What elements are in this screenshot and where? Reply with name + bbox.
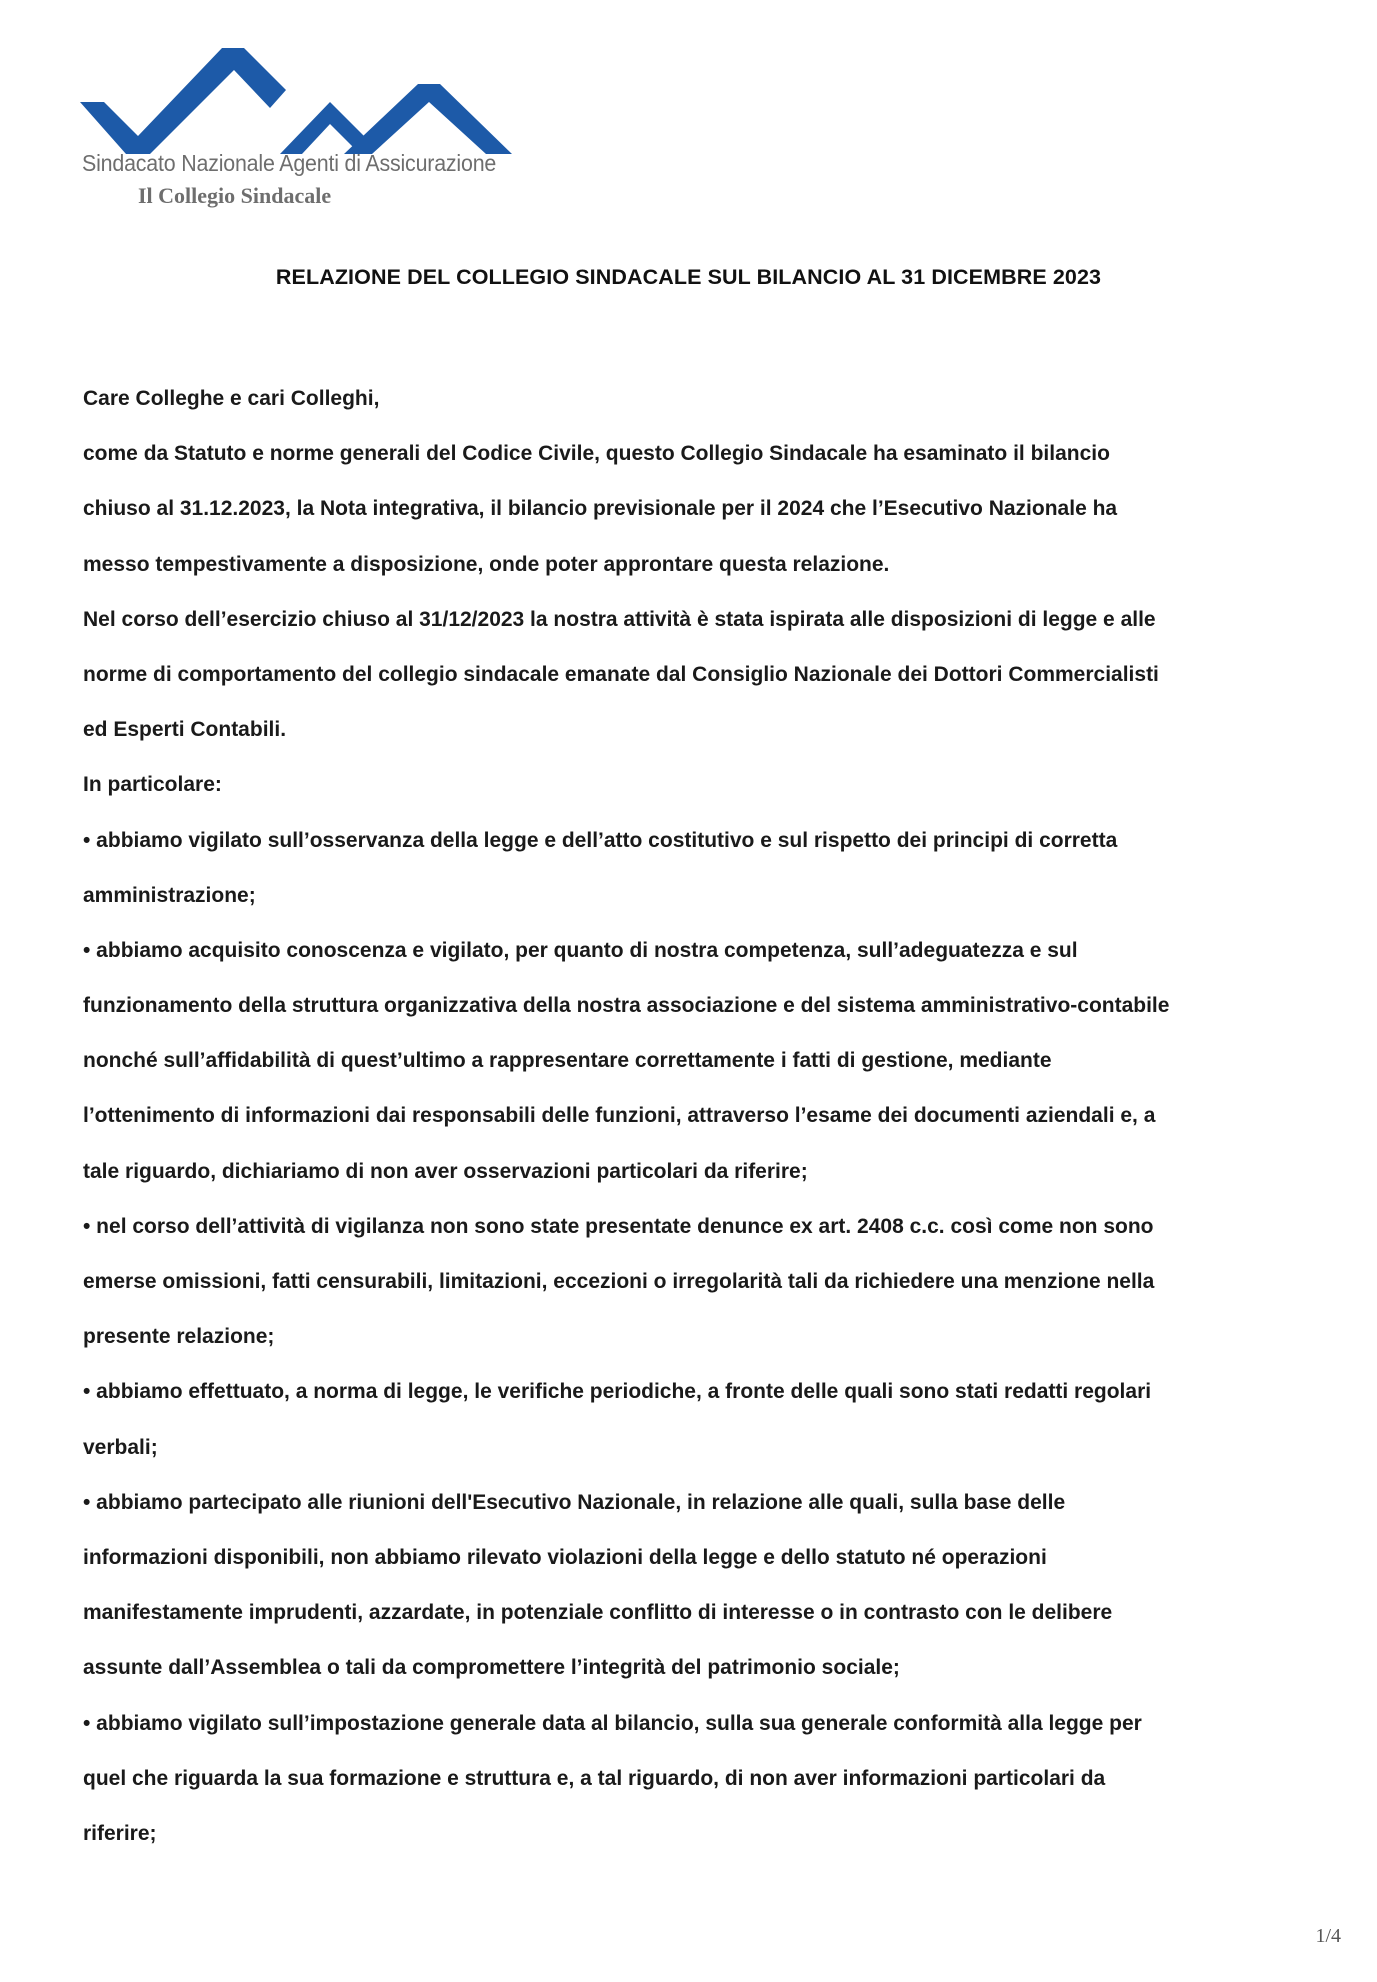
body-line: ed Esperti Contabili. (83, 718, 287, 742)
page-number: 1/4 (1315, 1925, 1341, 1947)
body-line: nonché sull’affidabilità di quest’ultimo a rappresentare correttamente i fatti di gestione, mediante (83, 1049, 1052, 1073)
body-line: Nel corso dell’esercizio chiuso al 31/12/2023 la nostra attività è stata ispirata alle disposizioni di legge e alle (83, 607, 1156, 631)
organization-name: Sindacato Nazionale Agenti di Assicurazione (82, 150, 497, 176)
body-line: manifestamente imprudenti, azzardate, in potenziale conflitto di interesse o in contrasto con le delibere (83, 1601, 1113, 1625)
document-title: RELAZIONE DEL COLLEGIO SINDACALE SUL BILANCIO AL 31 DICEMBRE 2023 (275, 265, 1102, 289)
body-line: norme di comportamento del collegio sindacale emanate dal Consiglio Nazionale dei Dottori Commercialisti (83, 662, 1159, 686)
body-line: • abbiamo vigilato sull’impostazione generale data al bilancio, sulla sua generale conformità alla legge per (83, 1711, 1142, 1735)
body-line: l’ottenimento di informazioni dai responsabili delle funzioni, attraverso l’esame dei documenti aziendali e, a (83, 1104, 1156, 1128)
body-line: • abbiamo acquisito conoscenza e vigilato, per quanto di nostra competenza, sull’adeguatezza e sul (83, 938, 1078, 962)
body-line: • abbiamo effettuato, a norma di legge, le verifiche periodiche, a fronte delle quali sono stati redatti regolari (83, 1380, 1152, 1404)
body-line: informazioni disponibili, non abbiamo rilevato violazioni della legge e dello statuto né operazioni (83, 1545, 1047, 1569)
body-line: messo tempestivamente a disposizione, onde poter approntare questa relazione. (83, 552, 890, 576)
body-line: Care Colleghe e cari Colleghi, (83, 387, 380, 410)
body-line: quel che riguarda la sua formazione e struttura e, a tal riguardo, di non aver informazioni particolari da (83, 1766, 1106, 1790)
body-line: amministrazione; (83, 883, 256, 907)
body-line: come da Statuto e norme generali del Codice Civile, questo Collegio Sindacale ha esaminato il bilancio (83, 442, 1110, 466)
body-line: tale riguardo, dichiariamo di non aver osservazioni particolari da riferire; (83, 1159, 808, 1183)
body-line: • nel corso dell’attività di vigilanza non sono state presentate denunce ex art. 2408 c.c. così come non sono (83, 1214, 1154, 1238)
body-line: funzionamento della struttura organizzativa della nostra associazione e del sistema amministrativo-contabile (83, 994, 1170, 1018)
body-line: chiuso al 31.12.2023, la Nota integrativa, il bilancio previsionale per il 2024 che l’Esecutivo Nazionale ha (83, 497, 1118, 521)
body-line: verbali; (83, 1435, 158, 1459)
organization-unit: Il Collegio Sindacale (138, 183, 332, 208)
report-body (83, 371, 1343, 1861)
body-line: riferire; (83, 1821, 157, 1845)
body-line: • abbiamo partecipato alle riunioni dell'Esecutivo Nazionale, in relazione alle quali, sulla base delle (83, 1490, 1066, 1514)
body-line: emerse omissioni, fatti censurabili, limitazioni, eccezioni o irregolarità tali da richiedere una menzione nella (83, 1270, 1155, 1293)
body-line: presente relazione; (83, 1325, 275, 1349)
body-line: • abbiamo vigilato sull’osservanza della legge e dell’atto costitutivo e sul rispetto dei principi di corretta (83, 828, 1118, 852)
body-line: assunte dall’Assemblea o tali da compromettere l’integrità del patrimonio sociale; (83, 1656, 900, 1680)
body-line: In particolare: (83, 773, 222, 797)
snaa-logo-icon (80, 36, 520, 156)
